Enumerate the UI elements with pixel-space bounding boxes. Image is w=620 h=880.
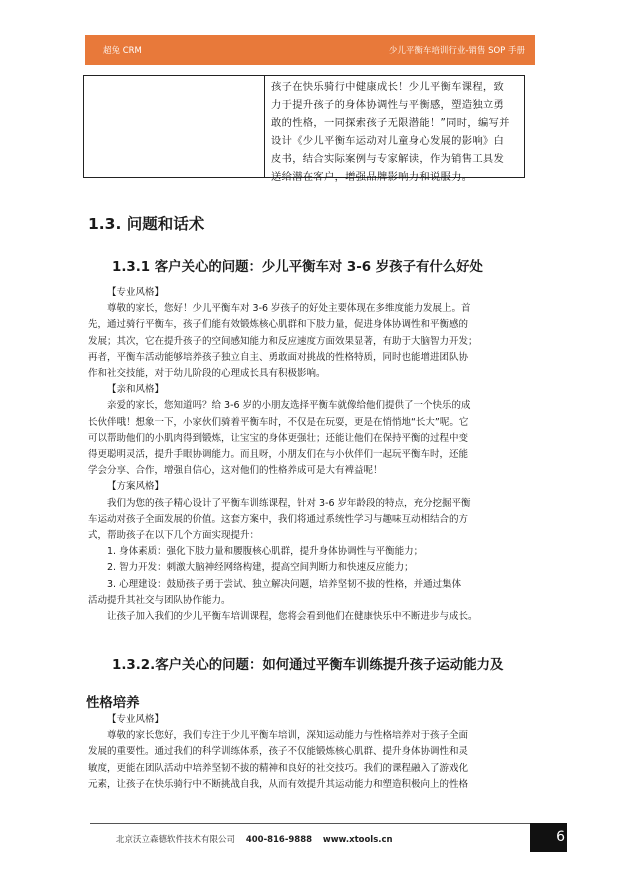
q1-title: 1.3.1 客户关心的问题：少儿平衡车对 3-6 岁孩子有什么好处 (112, 260, 483, 275)
table-line: 皮书，结合实际案例与专家解读，作为销售工具发 (271, 152, 505, 165)
paragraph-line: 尊敬的家长，您好！少儿平衡车对 3-6 岁孩子的好处主要体现在多维度能力发展上。首 (107, 303, 471, 315)
table-text-cell (271, 79, 519, 186)
paragraph-line: 亲爱的家长，您知道吗？给 3-6 岁的小朋友选择平衡车就像给他们提供了一个快乐的成 (107, 400, 471, 412)
paragraph-line: 再者，平衡车活动能够培养孩子独立自主、勇敢面对挑战的性格特质，同时也能增进团队协 (88, 351, 469, 363)
paragraph-line: 发展；其次，它在提升孩子的空间感知能力和反应速度方面效果显著，有助于大脑智力开发； (88, 335, 478, 347)
friendly-style-tag: 【亲和风格】 (107, 384, 165, 396)
q2-body (88, 712, 538, 793)
paragraph-line: 学会分享、合作，增强自信心，这对他们的性格养成可是大有裨益呢！ (88, 465, 383, 477)
header-bar (85, 35, 535, 65)
list-item: 2. 智力开发：刺激大脑神经网络构建，提高空间判断力和快速反应能力； (107, 562, 414, 574)
footer-website: www.xtools.cn (322, 835, 393, 845)
paragraph-line: 尊敬的家长您好，我们专注于少儿平衡车培训，深知运动能力与性格培养对于孩子全面 (107, 730, 469, 742)
paragraph-line: 作和社交技能，对于幼儿阶段的心理成长具有积极影响。 (88, 368, 326, 380)
q2-title-line1: 1.3.2.客户关心的问题：如何通过平衡车训练提升孩子运动能力及 (112, 658, 504, 673)
list-item-continuation: 活动提升其社交与团队协作能力。 (88, 594, 231, 606)
paragraph-line: 可以帮助他们的小肌肉得到锻炼，让宝宝的身体更强壮；还能让他们在保持平衡的过程中变 (88, 432, 469, 444)
professional-style-tag: 【专业风格】 (107, 714, 165, 725)
paragraph-line: 车运动对孩子全面发展的价值。这套方案中，我们将通过系统性学习与趣味互动相结合的方 (88, 513, 469, 525)
footer-divider (90, 823, 530, 824)
paragraph-line: 元素，让孩子在快乐骑行中不断挑战自我，从而有效提升其运动能力和塑造积极向上的性格 (88, 778, 469, 790)
q2-title-line2: 性格培养 (86, 696, 140, 711)
paragraph-line: 敏度，更能在团队活动中培养坚韧不拔的精神和良好的社交技巧。我们的课程融入了游戏化 (88, 762, 469, 774)
footer-phone: 400-816-9888 (245, 835, 313, 845)
doc-title: 少儿平衡车培训行业-销售 SOP 手册 (388, 46, 525, 56)
page-number-box (530, 823, 567, 852)
paragraph-line: 先，通过骑行平衡车，孩子们能有效锻炼核心肌群和下肢力量，促进身体协调性和平衡感的 (88, 319, 469, 331)
brand-label: 超兔 CRM (103, 46, 142, 56)
table-line: 设计《少儿平衡车运动对儿童身心发展的影响》白 (271, 134, 505, 147)
list-item: 3. 心理建设：鼓励孩子勇于尝试、独立解决问题，培养坚韧不拔的性格，并通过集体 (107, 578, 462, 590)
list-item: 1. 身体素质：强化下肢力量和腰腹核心肌群，提升身体协调性与平衡能力； (107, 546, 424, 558)
paragraph-line: 得更聪明灵活，提升手眼协调能力。而且呀，小朋友们在与小伙伴们一起玩平衡车时，还能 (88, 449, 469, 461)
page-number: 6 (556, 829, 565, 845)
table-line: 力于提升孩子的身体协调性与平衡感，塑造独立勇 (271, 98, 505, 111)
table-line: 敢的性格，一同探索孩子无限潜能！”同时，编写并 (271, 116, 510, 129)
closing-line: 让孩子加入我们的少儿平衡车培训课程，您将会看到他们在健康快乐中不断进步与成长。 (107, 611, 478, 623)
table-line: 孩子在快乐骑行中健康成长！少儿平衡车课程，致 (271, 81, 505, 93)
section-title: 1.3. 问题和话术 (88, 215, 205, 233)
footer-company: 北京沃立森德软件技术有限公司 (116, 835, 236, 845)
table-empty-cell (84, 76, 265, 177)
plan-style-tag: 【方案风格】 (107, 481, 165, 493)
footer (116, 833, 393, 845)
paragraph-line: 发展的重要性。通过我们的科学训练体系，孩子不仅能锻炼核心肌群、提升身体协调性和灵 (88, 746, 469, 758)
continued-table (83, 75, 525, 183)
table-line: 送给潜在客户，增强品牌影响力和说服力。 (271, 170, 473, 183)
q1-body (88, 285, 538, 625)
paragraph-line: 式，帮助孩子在以下几个方面实现提升： (88, 530, 260, 542)
paragraph-line: 长伙伴哦！想象一下，小家伙们骑着平衡车时，不仅是在玩耍，更是在悄悄地“长大”呢。它 (88, 416, 469, 428)
professional-style-tag: 【专业风格】 (107, 287, 165, 298)
paragraph-line: 我们为您的孩子精心设计了平衡车训练课程，针对 3-6 岁年龄段的特点，充分挖掘平衡 (107, 497, 471, 509)
